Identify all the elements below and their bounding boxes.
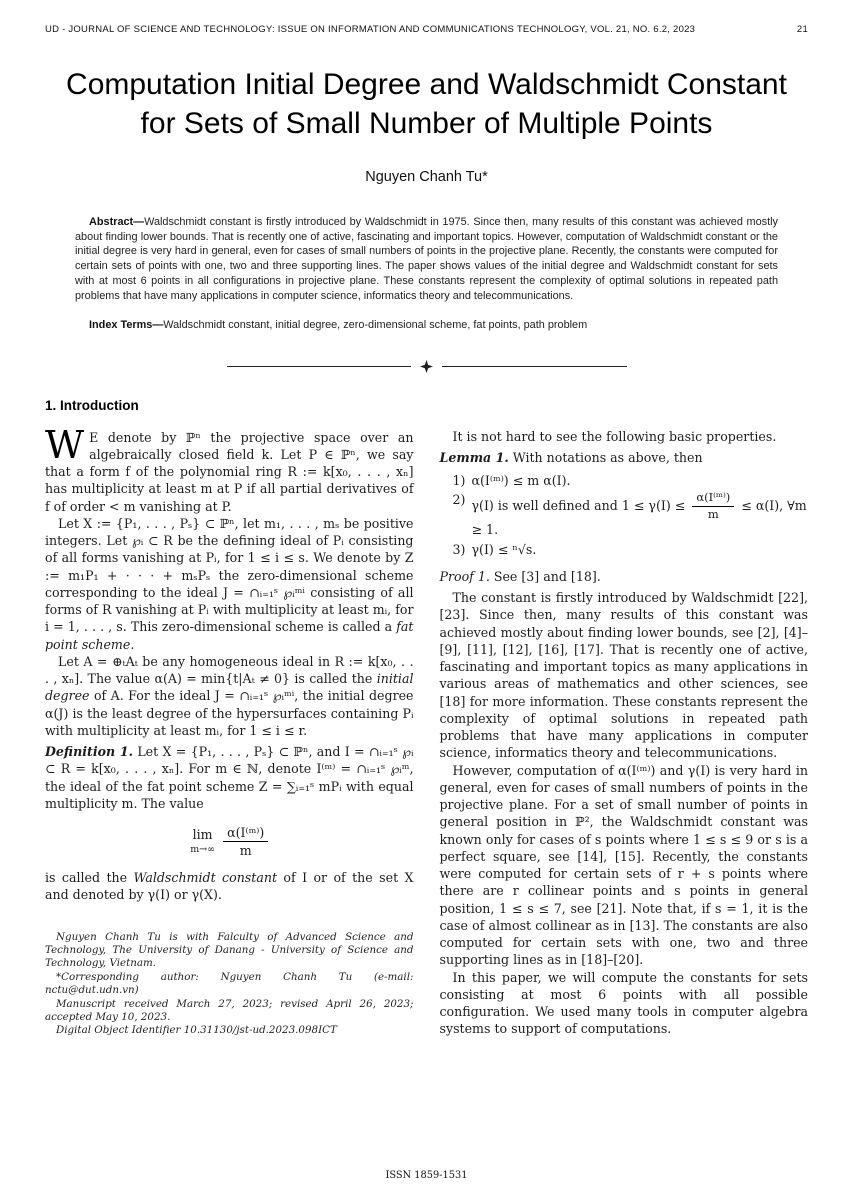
lemma-item-2	[440, 491, 809, 539]
contribution-paragraph: In this paper, we will compute the constants for sets consisting at most 6 points with all possible configuration. We used many tools in computer algebra systems to support of computations.	[439, 969, 808, 1037]
abstract-text: Waldschmidt constant is firstly introduced by Waldschmidt in 1975. Since then, many results of this constant was achieved mostly about finding lower bounds. That is recently one of active, fascinating and important topics. However, computation of Waldschmidt constant or the initial degree is very hard in general, even for cases of small numbers of points in the projective plane. Recently, the constants were computed for certain sets of points with one, two and three supporting lines. The paper shows values of the initial degree and Waldschmidt constant for sets with at most 6 points in all configurations in projective plane. These constants represent the complexity of optimal solutions in repeated path problems that have many applications in computer science, informatics theory and telecommunications.	[75, 216, 778, 302]
running-header	[45, 24, 808, 35]
properties-intro-paragraph: It is not hard to see the following basic properties.	[452, 429, 777, 445]
definition-paragraph	[45, 743, 414, 812]
index-terms	[75, 318, 778, 333]
divider-line-left	[227, 366, 412, 367]
lemma-list	[440, 470, 809, 560]
waldschmidt-definition-paragraph	[45, 869, 414, 904]
footnote-block	[45, 915, 414, 1038]
fraction-numerator: α(I⁽ᵐ⁾)	[223, 825, 268, 842]
limit-formula	[45, 825, 414, 858]
waldschmidt-constant-term: Waldschmidt constant	[133, 870, 278, 886]
display-fraction	[223, 825, 268, 858]
lemma-item-3-number: 3)	[452, 541, 466, 557]
lemma-item-1-text: α(I⁽ᵐ⁾) ≤ m α(I).	[471, 472, 571, 488]
inline-fraction-numerator: α(I⁽ᵐ⁾)	[692, 491, 734, 507]
dropcap-w: W	[45, 422, 85, 467]
footnote-manuscript-history: Manuscript received March 27, 2023; revised April 26, 2023; accepted May 10, 2023.	[45, 997, 414, 1023]
lemma-item-1-number: 1)	[452, 472, 466, 488]
issn-footer	[0, 1170, 853, 1181]
abstract	[75, 215, 778, 303]
intro-paragraph-2-end: .	[130, 636, 135, 652]
index-terms-text: Waldschmidt constant, initial degree, zero-dimensional scheme, fat points, path problem	[163, 319, 588, 332]
intro-paragraph-3-text: Let A = ⊕ₜAₜ be any homogeneous ideal in R := k[x₀, . . . , xₙ]. The value α(A) = min{t|Aₜ ≠ 0} is called the	[45, 653, 414, 687]
limit-operator	[190, 829, 215, 854]
index-terms-label: Index Terms—	[89, 319, 164, 332]
proof-text: See [3] and [18].	[489, 568, 601, 584]
footnote-corresponding-author: *Corresponding author: Nguyen Chanh Tu (e-mail: nctu@dut.udn.vn)	[45, 970, 414, 997]
lemma-item-1	[440, 472, 809, 489]
definition-text: Let X = {P₁, . . . , Pₛ} ⊂ ℙⁿ, and I = ∩ᵢ₌₁ˢ ℘ᵢ ⊂ R = k[x₀, . . . , xₙ]. For m ∈ ℕ, denote I⁽ᵐ⁾ = ∩ᵢ₌₁ˢ ℘ᵢᵐ, the ideal of the fat point scheme Z = ∑ᵢ₌₁ˢ mPᵢ with equal multiplicity m. The value	[45, 744, 414, 811]
intro-paragraph-3-end: of A. For the ideal J = ∩ᵢ₌₁ˢ ℘ᵢᵐⁱ, the initial degree α(J) is the least degree of the hypersurfaces containing Pᵢ with multiplicity at least mᵢ, for 1 ≤ i ≤ r.	[45, 688, 414, 738]
right-column	[440, 397, 809, 1038]
paper-title: Computation Initial Degree and Waldschmidt Constant for Sets of Small Number of Multiple Points	[66, 68, 787, 140]
page-number: 21	[796, 24, 808, 35]
inline-fraction-denominator: m	[707, 506, 719, 521]
fraction-denominator: m	[239, 843, 252, 859]
author-name: Nguyen Chanh Tu*	[365, 169, 488, 185]
intro-paragraph-3	[45, 653, 414, 739]
lim-symbol: lim	[192, 827, 213, 843]
lemma-paragraph	[440, 449, 809, 466]
fat-point-scheme-term: fat point scheme	[45, 619, 414, 652]
lemma-label: Lemma 1.	[439, 450, 509, 466]
four-pointed-star-icon	[420, 360, 433, 373]
waldschmidt-definition-start: is called the	[45, 870, 134, 886]
abstract-label: Abstract—	[89, 216, 145, 228]
proof-paragraph	[440, 568, 809, 585]
divider-line-right	[442, 366, 627, 367]
lemma-item-2-pre: γ(I) is well defined and 1 ≤ γ(I) ≤	[471, 497, 690, 513]
section-divider	[227, 360, 627, 373]
computation-difficulty-paragraph: However, computation of α(I⁽ᵐ⁾) and γ(I) is very hard in general, even for cases of small numbers of points in the projective plane. For a set of small number of points in general position in ℙ², the Waldschmidt constant was known only for cases of s points where 1 ≤ s ≤ 9 or s is a perfect square, see [14], [15]. Recently, the constants were computed for certain sets of r + s points where there are r collinear points and s points in general position, 1 ≤ s ≤ 7, see [21]. Note that, if s = 1, it is the case of almost collinear as in [13]. The constants are also computed for certain sets with one, two and three supporting lines as in [18]–[20].	[439, 762, 808, 968]
definition-label: Definition 1.	[45, 744, 134, 760]
proof-label: Proof 1.	[439, 568, 490, 584]
waldschmidt-definition-end: of I or of the set X and denoted by γ(I) or γ(X).	[45, 870, 414, 903]
lemma-item-2-number: 2)	[452, 491, 466, 507]
left-column	[45, 397, 414, 1038]
lemma-text: With notations as above, then	[508, 450, 703, 466]
section-heading-introduction: 1. Introduction	[45, 398, 139, 414]
intro-paragraph-2-text: Let X := {P₁, . . . , Pₛ} ⊂ ℙⁿ, let m₁, . . . , mₛ be positive integers. Let ℘ᵢ ⊂ R be the defining ideal of Pᵢ consisting of all forms vanishing at Pᵢ, for 1 ≤ i ≤ s. We denote by Z := m₁P₁ + · · · + mₛPₛ the zero-dimensional scheme corresponding to the ideal J = ∩ᵢ₌₁ˢ ℘ᵢᵐⁱ consisting of all forms of R vanishing at Pᵢ with multiplicity at least mᵢ, for i = 1, . . . , s. This zero-dimensional scheme is called a	[45, 515, 414, 635]
lemma-item-2-post: ≤ α(I), ∀m ≥ 1.	[471, 497, 807, 538]
footnote-affiliation: Nguyen Chanh Tu is with Falculty of Advanced Science and Technology, The University of Danang - University of Science and Technology, Vietnam.	[45, 930, 414, 970]
lemma-item-3	[440, 541, 809, 558]
issn-text: ISSN 1859-1531	[385, 1170, 468, 1181]
intro-paragraph-1	[45, 422, 414, 515]
lemma-item-3-text: γ(I) ≤ ⁿ√s.	[471, 541, 537, 557]
footnote-doi: Digital Object Identifier 10.31130/jst-ud.2023.098ICT	[56, 1024, 337, 1037]
two-column-body	[45, 397, 808, 1038]
lim-subscript: m→∞	[190, 843, 216, 855]
intro-paragraph-1-text: E denote by ℙⁿ the projective space over an algebraically closed field k. Let P ∈ ℙⁿ, we say that a form f of the polynomial ring R := k[x₀, . . . , xₙ] has multiplicity at least m at P if all partial derivatives of f of order < m vanishing at P.	[45, 429, 414, 514]
history-paragraph: The constant is firstly introduced by Waldschmidt [22], [23]. Since then, many results of this constant was achieved mostly about finding lower bounds, see [2], [4]–[9], [11], [12], [16], [17]. That is recently one of active, fascinating and important topics as many applications in various areas of mathematics and other sciences, see [18] for more information. These constants represent the complexity of optimal solutions in repeated path problems that have many applications in computer science, informatics theory and telecommunications.	[439, 590, 808, 761]
journal-line: UD - JOURNAL OF SCIENCE AND TECHNOLOGY: ISSUE ON INFORMATION AND COMMUNICATIONS TECHNOLOGY, VOL. 21, NO. 6.2, 2023	[45, 24, 696, 35]
intro-paragraph-2	[45, 515, 414, 653]
inline-fraction	[692, 491, 734, 522]
initial-degree-term: initial degree	[45, 671, 414, 704]
